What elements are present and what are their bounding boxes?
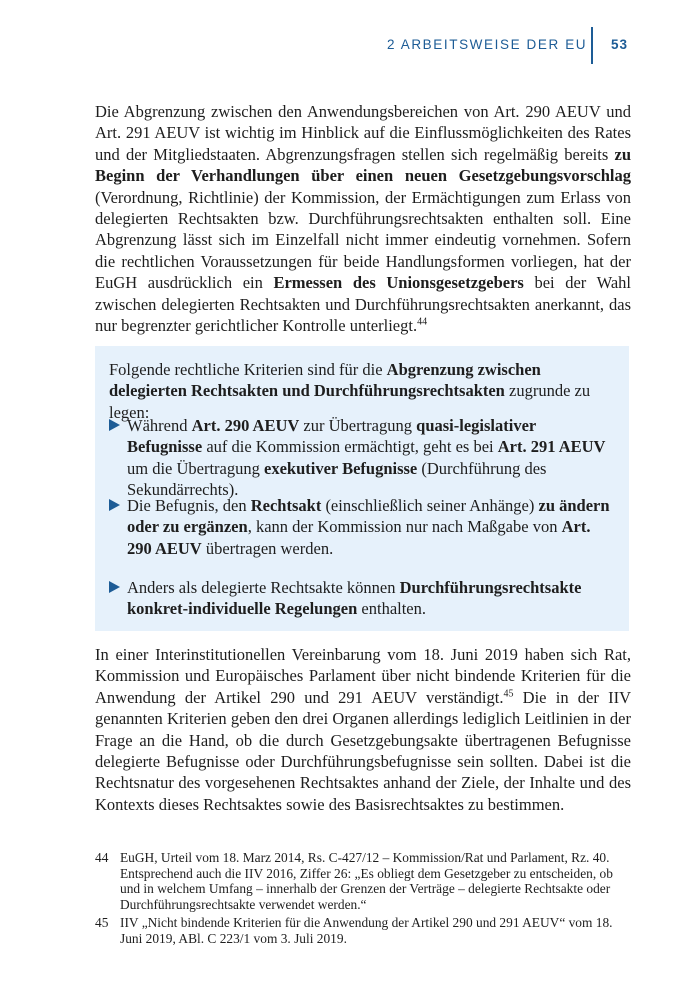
bold-phrase: exekutiver Befugnisse	[264, 458, 418, 478]
text-run: Die Abgrenzung zwischen den Anwendungsbereichen von Art. 290 AEUV und Art. 291 AEUV ist wichtig im Hinblick auf die Einflussmöglichkeiten des Rates und der Mitgliedstaaten. Abgrenzungsfragen stellen sich regelmäßig bereits	[95, 102, 631, 164]
triangle-bullet-icon	[109, 499, 120, 511]
criteria-item-1	[127, 415, 615, 501]
footnote-text: EuGH, Urteil vom 18. Marz 2014, Rs. C-427/12 – Kommission/Rat und Parlament, Rz. 40. Entsprechend auch die IIV 2016, Ziffer 26: „Es obliegt dem Gesetzgeber zu entscheiden, ob und in welchem Umfang – innerhalb der Grenzen der Verträge – delegierte Rechtsakte oder Durchführungsrechtsakte verwendet werden.“	[120, 850, 613, 912]
text-run: In einer Interinstitutionellen Vereinbarung vom 18. Juni 2019 haben sich Rat, Kommission und Europäisches Parlament über nicht bindende Kriterien für die Anwendung der Artikel 290 und 291 AEUV verständigt.	[95, 645, 631, 707]
text-run: Während	[127, 416, 192, 435]
header-divider	[591, 27, 593, 64]
text-run: bei der Wahl zwischen delegierten Rechtsakten und Durchführungsrechtsakten anerkannt, das nur begrenzter gerichtlicher Kontrolle unterliegt.	[95, 273, 632, 336]
criteria-item-2	[127, 495, 615, 559]
body-paragraph-1	[95, 101, 631, 336]
text-run: zugrunde zu legen:	[109, 381, 591, 422]
criteria-item-3	[127, 577, 615, 620]
text-run: (Durchführung des Sekundärrechts).	[127, 458, 547, 500]
footnote-text: IIV „Nicht bindende Kriterien für die Anwendung der Artikel 290 und 291 AEUV“ vom 18. Juni 2019, ABl. C 223/1 vom 3. Juli 2019.	[120, 915, 613, 946]
bold-phrase: zu Beginn der Verhandlungen über einen neuen Gesetzgebungsvorschlag	[95, 144, 631, 186]
bold-phrase: Durchführungsrechtsakte konkret-individuelle Regelungen	[127, 578, 582, 619]
text-run: um die Übertragung	[127, 458, 265, 478]
text-run: zur Übertragung	[299, 416, 417, 435]
text-run: enthalten.	[357, 599, 427, 619]
running-header-chapter: 2 ARBEITSWEISE DER EU	[387, 37, 588, 52]
text-run: Die Befugnis, den	[127, 496, 251, 515]
page-number: 53	[611, 37, 629, 52]
text-run: auf die Kommission ermächtigt, geht es bei	[202, 437, 498, 457]
footnote-number: 44	[95, 850, 109, 865]
footnote-ref-44[interactable]: 44	[417, 316, 428, 328]
footnote-number: 45	[95, 915, 109, 930]
text-run: übertragen werden.	[201, 538, 334, 558]
footnote-45	[95, 915, 631, 946]
bold-phrase: Art. 290 AEUV	[191, 416, 300, 435]
text-run: (Verordnung, Richtlinie) der Kommission, der Ermächtigungen zum Erlass von delegierten Rechtsakten bzw. Durchführungsrechtsakten enthalten soll. Eine Abgrenzung lässt sich im Einzelfall nicht immer eindeutig vornehmen. Sofern die rechtlichen Voraussetzungen für beide Handlungsformen vorliegen, hat der EuGH ausdrücklich ein	[95, 187, 631, 293]
footnote-44	[95, 850, 631, 912]
text-run: Anders als delegierte Rechtsakte können	[127, 578, 400, 597]
triangle-bullet-icon	[109, 581, 120, 593]
footnote-ref-45[interactable]: 45	[503, 688, 514, 700]
bold-phrase: Art. 290 AEUV	[127, 517, 591, 558]
bold-phrase: zu ändern oder zu ergänzen	[127, 496, 610, 537]
bold-phrase: Ermessen des Unionsgesetzgebers	[273, 273, 524, 293]
bold-phrase: quasi-legislativer Befugnisse	[127, 416, 536, 457]
text-run: , kann der Kommission nur nach Maßgabe von	[247, 517, 562, 537]
bold-phrase: Rechtsakt	[250, 496, 322, 515]
text-run: Die in der IIV genannten Kriterien geben den drei Organen allerdings lediglich Leitlinien in der Frage an die Hand, ob die durch Gesetzgebungsakte übertragenen Befugnisse delegierte Befugnisse oder Durchführungsbefugnisse sein sollten. Dabei ist die Rechtsnatur des vorgesehenen Rechtsaktes anhand der Ziele, der Inhalte und des Kontexts dieses Rechtsaktes sowie des Basisrechtsaktes zu bestimmen.	[95, 687, 631, 814]
triangle-bullet-icon	[109, 419, 120, 431]
text-run: (einschließlich seiner Anhänge)	[321, 496, 539, 515]
text-run: Folgende rechtliche Kriterien sind für die	[109, 360, 387, 379]
infobox-intro	[109, 359, 615, 423]
bold-phrase: Abgrenzung zwischen delegierten Rechtsakten und Durchführungsrechtsakten	[109, 360, 541, 401]
bold-phrase: Art. 291 AEUV	[497, 437, 606, 457]
body-paragraph-2	[95, 644, 631, 815]
